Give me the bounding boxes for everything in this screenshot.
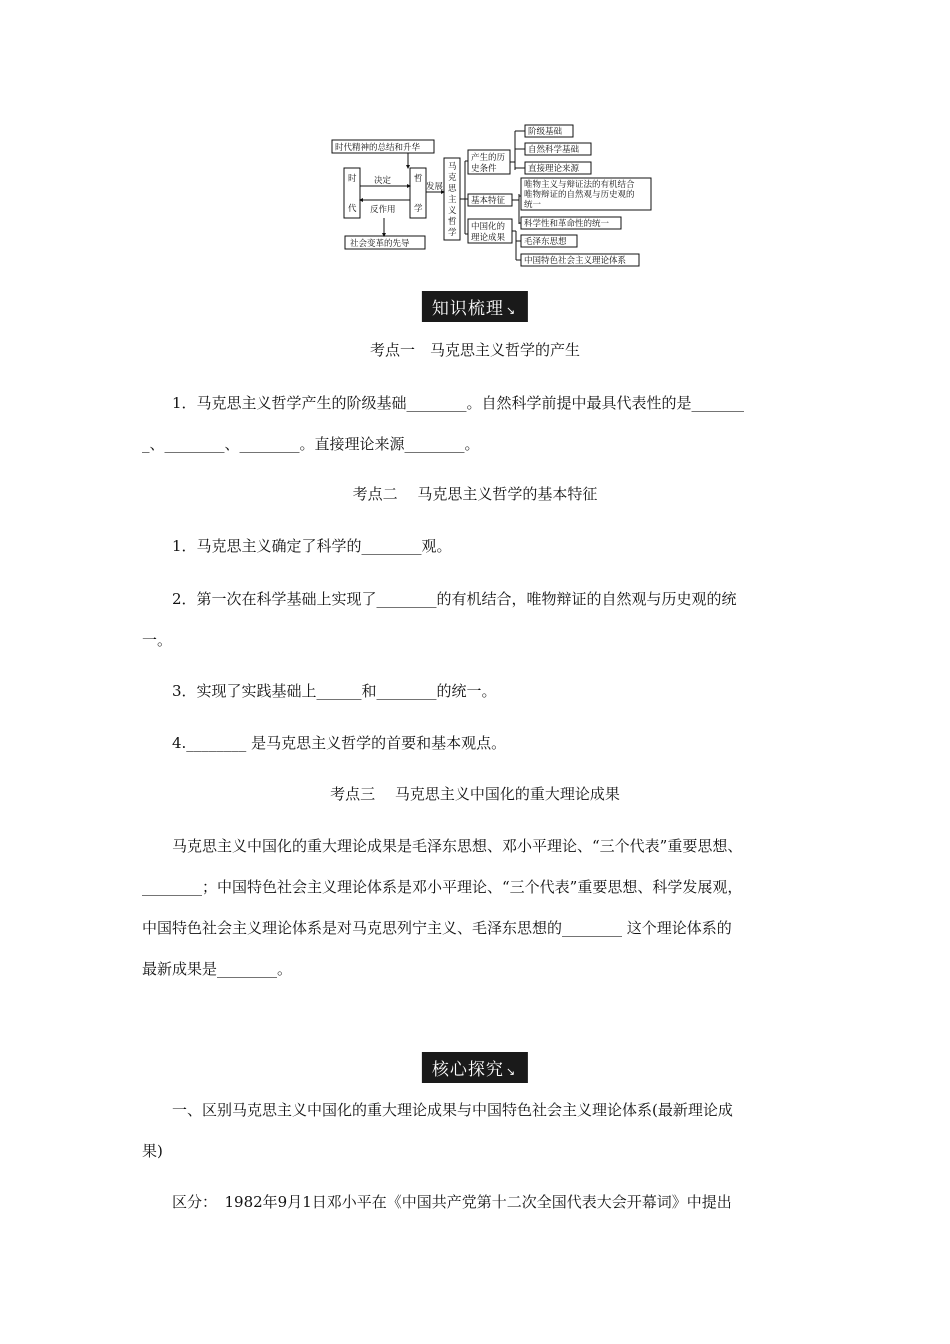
marxism-char-3: 思	[448, 184, 457, 194]
china-label-1: 中国化的	[471, 222, 506, 232]
top-box-label: 时代精神的总结和升华	[335, 143, 421, 153]
feature-item-4: 科学性和革命性的统一	[524, 219, 610, 229]
time-label-2: 代	[348, 204, 357, 214]
time-label-1: 时	[348, 174, 357, 184]
core-line-1: 一、区别马克思主义中国化的重大理论成果与中国特色社会主义理论体系(最新理论成	[172, 1101, 733, 1119]
section-banner-core	[422, 1052, 528, 1083]
kp3-line-4: 最新成果是________。	[142, 960, 293, 978]
marxism-char-2: 克	[448, 173, 457, 183]
kp2-title: 考点二 马克思主义哲学的基本特征	[352, 485, 598, 503]
decide-label: 决定	[374, 176, 392, 186]
banner-knowledge-label: 知识梳理	[431, 299, 504, 319]
china-label-2: 理论成果	[471, 233, 506, 243]
philosophy-label-1: 哲	[414, 174, 423, 184]
marxism-char-4: 主	[448, 195, 457, 205]
history-label-2: 史条件	[471, 164, 497, 174]
kp3-line-1: 马克思主义中国化的重大理论成果是毛泽东思想、邓小平理论、“三个代表”重要思想、	[172, 837, 743, 855]
kp3-title: 考点三 马克思主义中国化的重大理论成果	[330, 785, 620, 803]
section-banner-knowledge	[422, 291, 528, 322]
kp2-line-4: 4.________ 是马克思主义哲学的首要和基本观点。	[172, 734, 507, 752]
feature-item-1: 唯物主义与辩证法的有机结合	[524, 180, 635, 190]
kp2-line-2a: 2．第一次在科学基础上实现了________的有机结合，唯物辩证的自然观与历史观的统	[172, 590, 737, 608]
core-line-2: 果)	[142, 1142, 163, 1160]
feature-label: 基本特征	[471, 196, 506, 206]
history-item-2: 自然科学基础	[528, 145, 580, 155]
china-item-2: 中国特色社会主义理论体系	[524, 256, 627, 266]
kp3-line-2: ________；中国特色社会主义理论体系是邓小平理论、“三个代表”重要思想、科学发展观，	[142, 878, 743, 896]
bottom-box-label: 社会变革的先导	[350, 239, 410, 249]
kp1-line-1: 1．马克思主义哲学产生的阶级基础________。自然科学前提中最具代表性的是_______	[172, 394, 745, 412]
develop-label: 发展	[426, 182, 444, 192]
kp3-line-3: 中国特色社会主义理论体系是对马克思列宁主义、毛泽东思想的________ 这个理论体系的	[142, 919, 732, 937]
marxism-char-6: 哲	[448, 217, 457, 227]
history-item-3: 直接理论来源	[528, 164, 580, 174]
feature-item-2: 唯物辩证的自然观与历史观的	[524, 190, 635, 200]
banner-arrow-icon-2: ↘	[505, 1065, 517, 1078]
china-item-1: 毛泽东思想	[524, 237, 567, 247]
concept-diagram-svg	[330, 124, 660, 270]
banner-core-label: 核心探究	[431, 1060, 504, 1080]
marxism-char-7: 学	[448, 228, 457, 238]
marxism-char-1: 马	[448, 162, 457, 172]
kp1-title: 考点一 马克思主义哲学的产生	[369, 341, 580, 359]
banner-arrow-icon: ↘	[505, 304, 517, 317]
kp2-line-1: 1．马克思主义确定了科学的________观。	[172, 537, 452, 555]
philosophy-label-2: 学	[414, 204, 423, 214]
concept-diagram	[330, 124, 660, 270]
marxism-char-5: 义	[448, 206, 457, 216]
history-item-1: 阶级基础	[528, 127, 563, 137]
kp2-line-2b: 一。	[142, 631, 173, 649]
kp2-line-3: 3．实现了实践基础上______和________的统一。	[172, 682, 497, 700]
feature-item-3: 统一	[524, 200, 542, 210]
core-line-3: 区分： 1982年9月1日邓小平在《中国共产党第十二次全国代表大会开幕词》中提出	[172, 1193, 732, 1211]
kp1-line-2: _、________、________。直接理论来源________。	[142, 435, 480, 453]
react-label: 反作用	[370, 205, 396, 215]
history-label-1: 产生的历	[471, 153, 506, 163]
